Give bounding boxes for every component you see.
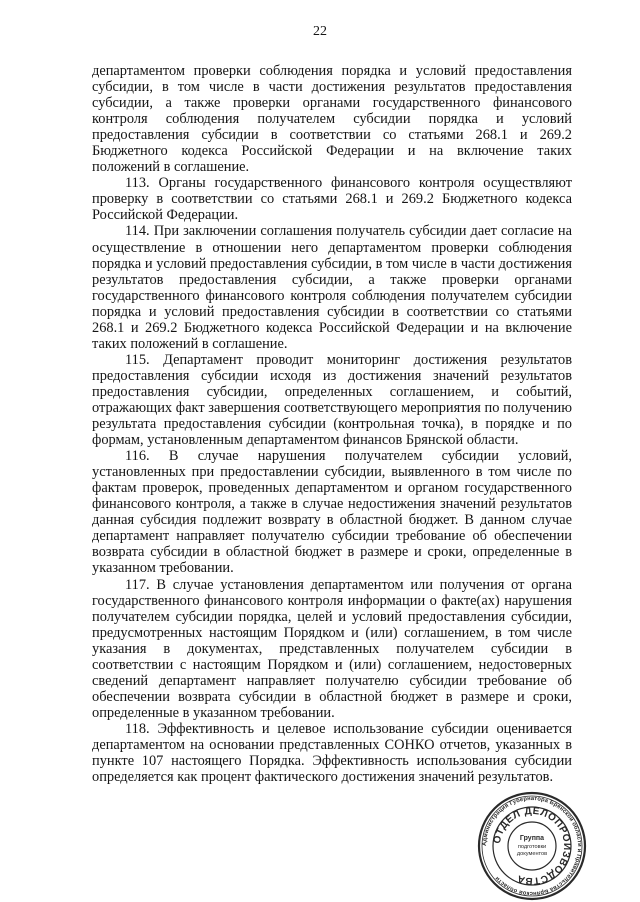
paragraph-118: 118. Эффективность и целевое использование субсидии оценивается департаментом на основании представленных СОНКО отчетов, указанных в пункте 107 настоящего Порядка. Эффективность использования субсидии определяется как процент фактического достижения значений результатов. — [92, 720, 572, 786]
paragraph-116: 116. В случае нарушения получателем субсидии условий, установленных при предоставлении субсидии, выявленного в том числе по фактам проверок, проведенных департаментом и органом государственного финансового контроля, а также в случае недостижения значений результатов данная субсидия подлежит возврату в областной бюджет. В данном случае департамент направляет получателю субсидии требование об обеспечении возврата субсидии в областной бюджет в размере и сроки, определенные в указанном требовании. — [92, 448, 572, 577]
stamp-center-line-2: подготовки — [517, 844, 547, 850]
stamp-ring-text: Администрация Губернатора Брянской области и Правительства Брянской области — [481, 795, 583, 897]
paragraph-115: 115. Департамент проводит мониторинг достижения результатов предоставления субсидии исходя из достижения значений результатов предоставления субсидии, определенных соглашением, и событий, отражающих факт завершения соответствующего мероприятия по получению результата предоставления субсидии (контрольная точка), в порядке и по формам, установленным департаментом финансов Брянской области. — [92, 351, 572, 449]
document-body — [92, 63, 572, 785]
paragraph-continuation: департаментом проверки соблюдения порядка и условий предоставления субсидии, в том числе в части достижения результатов предоставления субсидии, а также проверки органами государственного финансового контроля соблюдения получателем субсидии порядка и условий предоставления субсидии в соответствии со статьями 268.1 и 269.2 Бюджетного кодекса Российской Федерации и на включение таких положений в соглашение. — [92, 63, 572, 176]
paragraph-117: 117. В случае установления департаментом или получения от органа государственного финансового контроля информации о факте(ах) нарушения получателем субсидии порядка, целей и условий предоставления субсидии, предусмотренных настоящим Порядком и (или) соглашением, в том числе указания в документах, представленных получателем субсидии в соответствии с настоящим Порядком и (или) соглашением, недостоверных сведений департамент направляет получателю субсидии требование об обеспечении возврата субсидии в областной бюджет в размере и сроки, определенные в указанном требовании. — [92, 576, 572, 721]
stamp-center-line-1: Группа — [519, 835, 545, 842]
official-stamp — [476, 790, 588, 902]
stamp-center-line-3: документов — [516, 851, 548, 857]
stamp-dept-text: ОТДЕЛ ДЕЛОПРОИЗВОДСТВА — [491, 805, 573, 887]
paragraph-113: 113. Органы государственного финансового контроля осуществляют проверку в соответствии со статьями 268.1 и 269.2 Бюджетного кодекса Российской Федерации. — [92, 175, 572, 224]
paragraph-114: 114. При заключении соглашения получатель субсидии дает согласие на осуществление в отношении него департаментом проверки соблюдения порядка и условий предоставления субсидии, в том числе в части достижения результатов предоставления субсидии, а также проверки органами государственного финансового контроля соблюдения получателем субсидии порядка и условий предоставления субсидии в соответствии со статьями 268.1 и 269.2 Бюджетного кодекса Российской Федерации и на включение таких положений в соглашение. — [92, 223, 572, 352]
page-number: 22 — [313, 24, 327, 39]
